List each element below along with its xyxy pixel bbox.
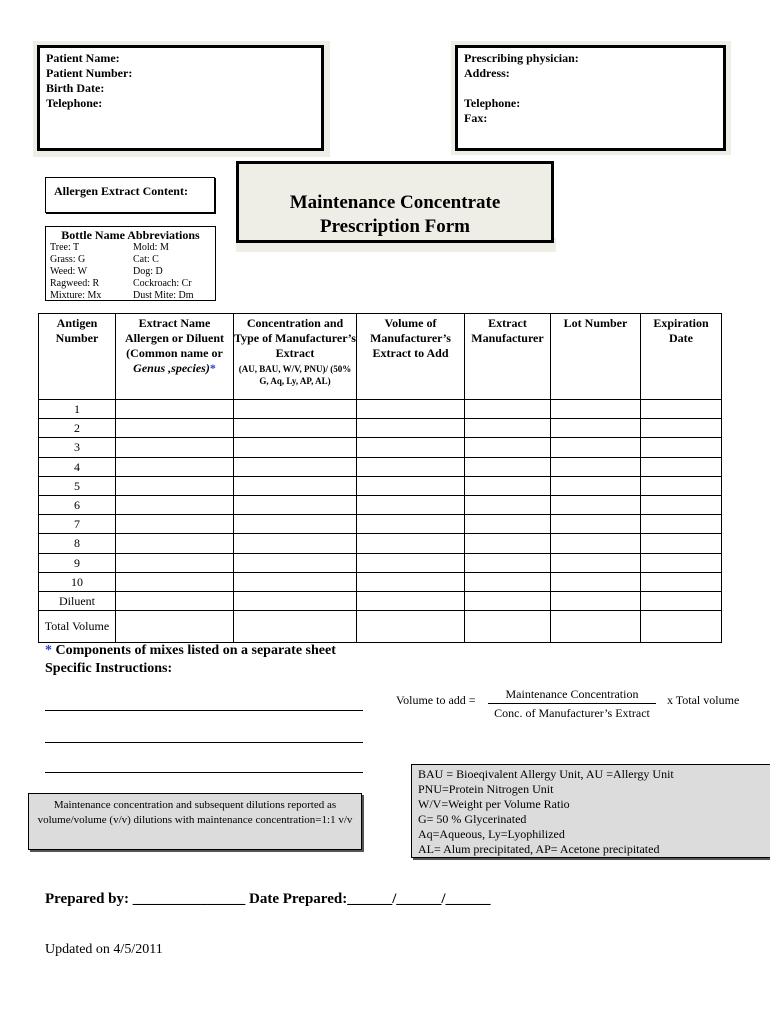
- volume-cell[interactable]: [357, 457, 465, 476]
- specific-instructions-label: Specific Instructions:: [45, 661, 173, 676]
- header-lot-number: Lot Number: [551, 314, 641, 400]
- abbreviation-item: Tree: T: [50, 242, 80, 253]
- abbreviation-item: Cockroach: Cr: [133, 278, 192, 289]
- manufacturer-cell[interactable]: [465, 611, 551, 643]
- expiration-date-cell[interactable]: [641, 515, 722, 534]
- lot-number-cell[interactable]: [551, 611, 641, 643]
- extract-name-cell[interactable]: [116, 534, 234, 553]
- antigen-number-cell: 2: [39, 419, 116, 438]
- expiration-date-cell[interactable]: [641, 438, 722, 457]
- manufacturer-cell[interactable]: [465, 419, 551, 438]
- manufacturer-cell[interactable]: [465, 400, 551, 419]
- volume-cell[interactable]: [357, 553, 465, 572]
- legend-item: G= 50 % Glycerinated: [418, 812, 527, 826]
- expiration-date-cell[interactable]: [641, 495, 722, 514]
- formula-denominator: Conc. of Manufacturer’s Extract: [494, 706, 650, 720]
- header-manufacturer: Extract Manufacturer: [465, 314, 551, 400]
- extract-name-cell[interactable]: [116, 572, 234, 591]
- antigen-number-cell: 10: [39, 572, 116, 591]
- physician-address-label[interactable]: Address:: [464, 66, 510, 80]
- manufacturer-cell[interactable]: [465, 457, 551, 476]
- antigen-number-cell: 7: [39, 515, 116, 534]
- manufacturer-cell[interactable]: [465, 476, 551, 495]
- volume-cell[interactable]: [357, 419, 465, 438]
- expiration-date-cell[interactable]: [641, 476, 722, 495]
- header-expiration-date: Expiration Date: [641, 314, 722, 400]
- form-title-line2: Prescription Form: [319, 216, 471, 237]
- manufacturer-cell[interactable]: [465, 438, 551, 457]
- abbreviation-item: Mixture: Mx: [50, 290, 102, 301]
- dilution-note-box: [28, 793, 362, 850]
- volume-cell[interactable]: [357, 438, 465, 457]
- patient-info-box: [37, 45, 324, 151]
- lot-number-cell[interactable]: [551, 438, 641, 457]
- table-row: [39, 476, 722, 495]
- abbreviations-left-column: [50, 242, 101, 302]
- table-row: [39, 534, 722, 553]
- table-row: [39, 438, 722, 457]
- lot-number-cell[interactable]: [551, 515, 641, 534]
- header-volume: Volume of Manufacturer’s Extract to Add: [357, 314, 465, 400]
- abbreviation-item: Mold: M: [133, 242, 169, 253]
- extract-name-cell[interactable]: [116, 515, 234, 534]
- header-antigen-number: Antigen Number: [39, 314, 116, 400]
- expiration-date-cell[interactable]: [641, 591, 722, 610]
- extract-name-cell[interactable]: [116, 419, 234, 438]
- legend-item: BAU = Bioeqivalent Allergy Unit, AU =Allergy Unit: [418, 767, 674, 781]
- legend-item: W/V=Weight per Volume Ratio: [418, 797, 570, 811]
- concentration-cell[interactable]: [234, 553, 357, 572]
- header-extract-name: Extract Name Allergen or Diluent (Common name or Genus ,species)*: [116, 314, 234, 400]
- antigen-number-cell: 3: [39, 438, 116, 457]
- volume-cell[interactable]: [357, 495, 465, 514]
- total-volume-label: Total Volume: [39, 611, 116, 643]
- abbreviations-right-column: [133, 242, 194, 302]
- volume-cell[interactable]: [357, 400, 465, 419]
- table-row: [39, 591, 722, 610]
- manufacturer-cell[interactable]: [465, 591, 551, 610]
- extract-name-cell[interactable]: [116, 611, 234, 643]
- lot-number-cell[interactable]: [551, 591, 641, 610]
- instructions-line-2[interactable]: [45, 742, 363, 743]
- expiration-date-cell[interactable]: [641, 419, 722, 438]
- volume-cell[interactable]: [357, 572, 465, 591]
- abbreviation-item: Dust Mite: Dm: [133, 290, 194, 301]
- table-header-row: [39, 314, 722, 400]
- table-row: [39, 495, 722, 514]
- formula-label: Volume to add =: [396, 693, 476, 707]
- header-genus-species: Genus ,species): [133, 361, 210, 375]
- lot-number-cell[interactable]: [551, 419, 641, 438]
- volume-cell[interactable]: [357, 534, 465, 553]
- formula-numerator: Maintenance Concentration: [488, 687, 656, 704]
- expiration-date-cell[interactable]: [641, 400, 722, 419]
- concentration-cell[interactable]: [234, 534, 357, 553]
- manufacturer-cell[interactable]: [465, 515, 551, 534]
- table-row: [39, 515, 722, 534]
- form-title-line1: Maintenance Concentrate: [289, 192, 501, 213]
- header-concentration: Concentration and Type of Manufacturer’s Extract (AU, BAU, W/V, PNU)/ (50% G, Aq, Ly, AP, AL): [234, 314, 357, 400]
- extract-name-cell[interactable]: [116, 400, 234, 419]
- extract-name-cell[interactable]: [116, 476, 234, 495]
- volume-cell[interactable]: [357, 476, 465, 495]
- expiration-date-cell[interactable]: [641, 534, 722, 553]
- concentration-cell[interactable]: [234, 572, 357, 591]
- extract-name-cell[interactable]: [116, 457, 234, 476]
- concentration-cell[interactable]: [234, 476, 357, 495]
- table-row: [39, 419, 722, 438]
- antigen-number-cell: 1: [39, 400, 116, 419]
- expiration-date-cell[interactable]: [641, 572, 722, 591]
- concentration-cell[interactable]: [234, 400, 357, 419]
- table-row: [39, 457, 722, 476]
- abbreviations-heading: Bottle Name Abbreviations: [61, 228, 200, 242]
- concentration-cell[interactable]: [234, 591, 357, 610]
- abbreviation-item: Ragweed: R: [50, 278, 100, 289]
- allergen-extract-content-field[interactable]: [45, 177, 215, 213]
- manufacturer-cell[interactable]: [465, 553, 551, 572]
- concentration-cell[interactable]: [234, 611, 357, 643]
- extract-name-cell[interactable]: [116, 438, 234, 457]
- manufacturer-cell[interactable]: [465, 534, 551, 553]
- volume-cell[interactable]: [357, 515, 465, 534]
- physician-telephone-label[interactable]: Telephone:: [464, 96, 521, 110]
- lot-number-cell[interactable]: [551, 495, 641, 514]
- lot-number-cell[interactable]: [551, 572, 641, 591]
- dilution-note-text: Maintenance concentration and subsequent dilutions reported as volume/volume (v/v) dilutions with maintenance concentration=1:1 v/v: [37, 799, 353, 826]
- table-row: [39, 553, 722, 572]
- legend-item: PNU=Protein Nitrogen Unit: [418, 782, 554, 796]
- physician-info-box: [455, 45, 726, 151]
- instructions-line-1[interactable]: [45, 710, 363, 711]
- abbreviation-item: Dog: D: [133, 266, 163, 277]
- manufacturer-cell[interactable]: [465, 495, 551, 514]
- patient-number-label[interactable]: Patient Number:: [46, 66, 133, 80]
- antigen-number-cell: 4: [39, 457, 116, 476]
- bottle-abbreviations-box: [45, 226, 216, 301]
- abbreviation-item: Grass: G: [50, 254, 86, 265]
- abbreviation-item: Weed: W: [50, 266, 88, 277]
- antigen-number-cell: 5: [39, 476, 116, 495]
- expiration-date-cell[interactable]: [641, 457, 722, 476]
- legend-item: Aq=Aqueous, Ly=Lyophilized: [418, 827, 565, 841]
- antigen-number-cell: 9: [39, 553, 116, 572]
- prescription-table: [38, 313, 722, 643]
- asterisk-marker: *: [209, 361, 216, 375]
- extract-name-cell[interactable]: [116, 495, 234, 514]
- lot-number-cell[interactable]: [551, 553, 641, 572]
- table-row: [39, 400, 722, 419]
- physician-fax-label[interactable]: Fax:: [464, 111, 488, 125]
- patient-telephone-label[interactable]: Telephone:: [46, 96, 103, 110]
- updated-date: Updated on 4/5/2011: [45, 942, 163, 957]
- lot-number-cell[interactable]: [551, 476, 641, 495]
- lot-number-cell[interactable]: [551, 457, 641, 476]
- header-concentration-units: (AU, BAU, W/V, PNU)/ (50% G, Aq, Ly, AP, AL): [238, 364, 352, 386]
- legend-item: AL= Alum precipitated, AP= Acetone precipitated: [418, 842, 660, 856]
- volume-cell[interactable]: [357, 611, 465, 643]
- extract-name-cell[interactable]: [116, 591, 234, 610]
- birth-date-label[interactable]: Birth Date:: [46, 81, 105, 95]
- expiration-date-cell[interactable]: [641, 611, 722, 643]
- prescribing-physician-label[interactable]: Prescribing physician:: [464, 51, 579, 65]
- concentration-cell[interactable]: [234, 515, 357, 534]
- antigen-number-cell: 6: [39, 495, 116, 514]
- total-volume-row: [39, 611, 722, 643]
- formula-multiplier: x Total volume: [667, 693, 740, 707]
- antigen-number-cell: 8: [39, 534, 116, 553]
- patient-name-label[interactable]: Patient Name:: [46, 51, 120, 65]
- concentration-cell[interactable]: [234, 438, 357, 457]
- asterisk-marker: *: [45, 643, 52, 658]
- antigen-number-cell: Diluent: [39, 591, 116, 610]
- form-title: [236, 161, 554, 243]
- manufacturer-cell[interactable]: [465, 572, 551, 591]
- abbreviation-legend-box: [411, 764, 770, 858]
- concentration-cell[interactable]: [234, 495, 357, 514]
- lot-number-cell[interactable]: [551, 400, 641, 419]
- instructions-line-3[interactable]: [45, 772, 363, 773]
- prepared-by-line[interactable]: Prepared by: _______________ Date Prepared:______/______/______: [45, 891, 491, 907]
- lot-number-cell[interactable]: [551, 534, 641, 553]
- expiration-date-cell[interactable]: [641, 553, 722, 572]
- abbreviation-item: Cat: C: [133, 254, 159, 265]
- allergen-extract-content-label: Allergen Extract Content:: [54, 184, 188, 198]
- concentration-cell[interactable]: [234, 457, 357, 476]
- extract-name-cell[interactable]: [116, 553, 234, 572]
- volume-cell[interactable]: [357, 591, 465, 610]
- concentration-cell[interactable]: [234, 419, 357, 438]
- table-row: [39, 572, 722, 591]
- components-note: * Components of mixes listed on a separate sheet: [45, 643, 336, 658]
